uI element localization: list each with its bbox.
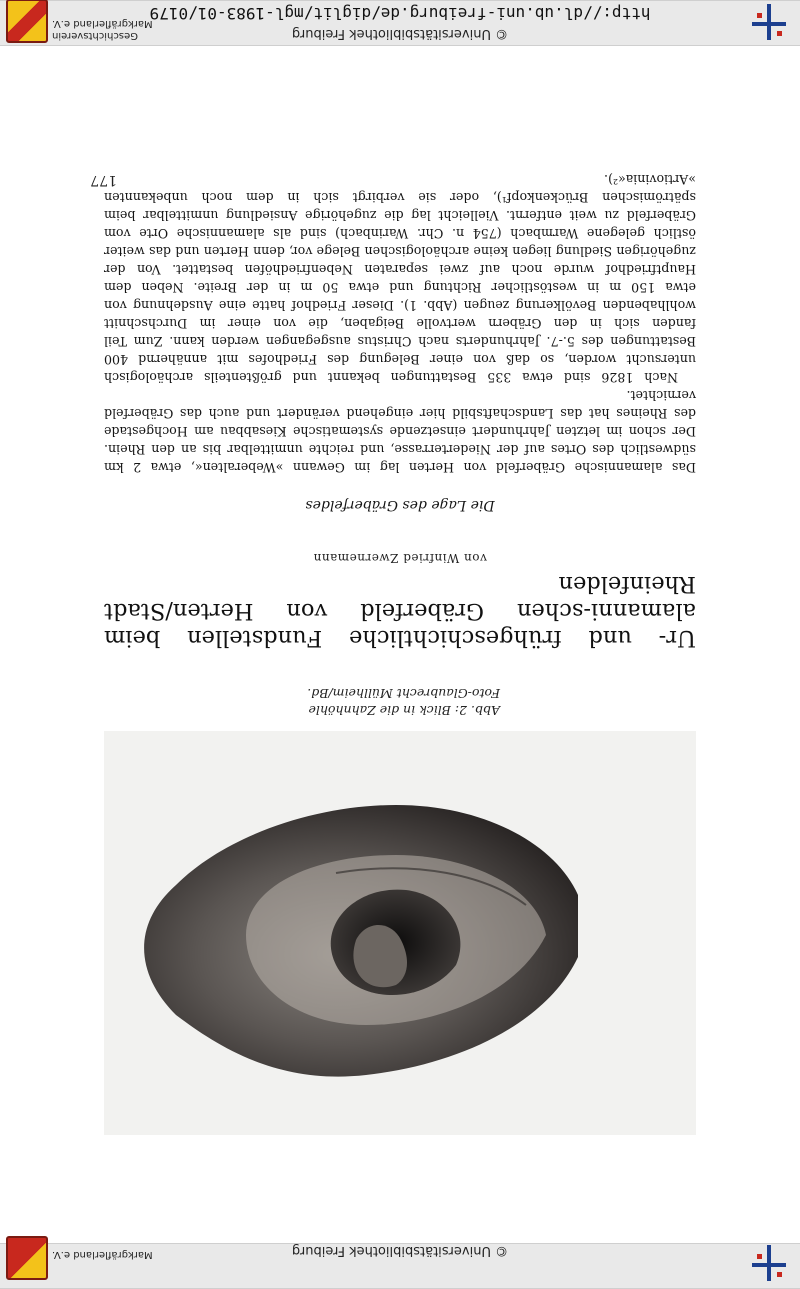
article-body [104,170,696,476]
society-crest-icon [6,0,48,43]
university-logo-icon [748,2,790,42]
society-name-partial: Markgräflerland e.V. [52,1249,153,1260]
body-paragraph: Das alamannische Gräberfeld von Herten lag im Gewann »Weberalten«, etwa 2 km südwestlich des Ortes auf der Niederterrasse, und reichte unmittelbar bis an den Rhein. Der schon im letzten Jahrhundert einsetzende systematische Kiesabbau am Hochgestade des Rheines hat das Landschaftsbild hier eingehend verändert und auch das Gräberfeld vernichtet. [104,388,696,475]
figure-caption-title: Abb. 2: Blick in die Zahnhöhle [308,703,500,718]
viewer-footer-bar [0,0,800,46]
society-name-line: Geschichtsverein [52,30,138,41]
section-heading: Die Lage des Gräberfeldes [305,497,495,513]
page-number: 177 [90,172,117,188]
viewer-header-bar [0,1243,800,1289]
figure-caption [200,685,500,719]
article-author: von Winfried Zwernemann [313,551,487,565]
article-title: Ur- und frühgeschichtliche Fundstellen beim alamanni-schen Gräberfeld von Herten/Stadt Rheinfelden [104,571,696,651]
copyright-notice-top: © Universitätsbibliothek Freiburg [291,1243,509,1258]
figure-caption-credit: Foto-Glaubrecht Müllheim/Bd. [307,686,500,701]
society-crest-icon [6,1236,48,1280]
society-name [52,17,170,41]
tooth-cavity-photo [104,731,696,1135]
body-paragraph: Nach 1826 sind etwa 335 Bestattungen bekannt und größtenteils archäologisch untersucht worden, so daß von einer Belegung des Friedhofes mit annähernd 400 Bestattungen des 5.-7. Jahrhunderts nach Christus ausgegangen werden kann. Zum Teil fanden sich in den Gräbern wertvolle Beigaben, die von einer im Durchschnitt wohlhabenden Bevölkerung zeugen (Abb. 1). Dieser Friedhof hatte eine Ausdehnung von etwa 150 m in westöstlicher Richtung und etwa 50 m in der Breite. Neben dem Hauptfriedhof wurde noch auf zwei separaten Nebenfriedhöfen bestattet. Von der zugehörigen Siedlung liegen keine archäologischen Belege vor, denn Herten und das weiter östlich gelegene Warmbach (754 n. Chr. Warinbach) sind als alamannische Orte vom Gräberfeld zu weit entfernt. Vielleicht lag die zugehörige Ansiedlung unmittelbar beim spätrömischen Brückenkopf¹), oder sie verbirgt sich in dem noch unbekannten »Artiovinia«²). [104,172,696,385]
society-name-line: Markgräflerland e.V. [52,18,153,29]
permalink-url[interactable]: http://dl.ub.uni-freiburg.de/diglit/mgl-1983-01/0179 [149,4,651,23]
copyright-notice: © Universitätsbibliothek Freiburg [291,26,509,41]
